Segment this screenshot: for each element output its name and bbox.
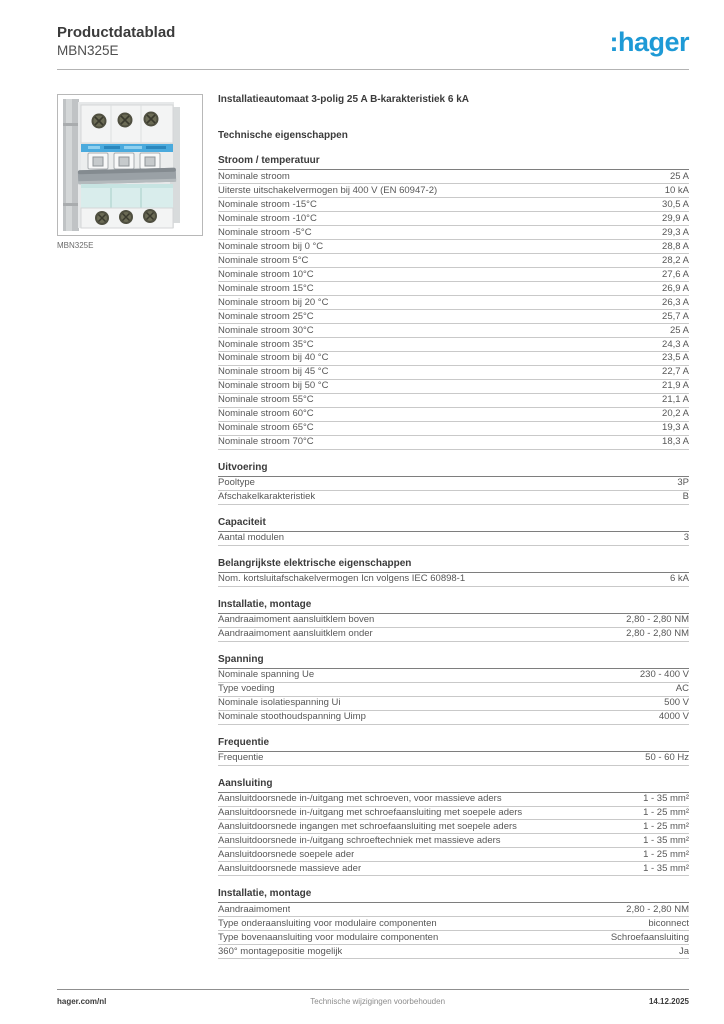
spec-section <box>218 155 689 450</box>
header-divider <box>57 69 689 70</box>
spec-value: 2,80 - 2,80 NM <box>626 628 689 640</box>
spec-label: Type onderaansluiting voor modulaire componenten <box>218 919 437 930</box>
spec-label: Afschakelkarakteristiek <box>218 492 316 503</box>
spec-label: Aansluitdoorsnede in-/uitgang schroeftechniek met massieve aders <box>218 836 501 847</box>
bottom-terminal-screws <box>95 209 157 225</box>
spec-row <box>218 945 689 959</box>
spec-label: Nom. kortsluitafschakelvermogen Icn volgens IEC 60898-1 <box>218 574 466 585</box>
spec-value: 23,5 A <box>662 352 689 364</box>
spec-value: 25,7 A <box>662 310 689 322</box>
product-image-column <box>57 94 218 959</box>
spec-row <box>218 338 689 352</box>
spec-label: Nominale stroom bij 50 °C <box>218 381 329 392</box>
spec-label: Aandraaimoment aansluitklem onder <box>218 629 373 640</box>
spec-label: 360° montagepositie mogelijk <box>218 947 343 958</box>
spec-label: Nominale stroom bij 45 °C <box>218 367 329 378</box>
product-photo-caption: MBN325E <box>57 241 94 250</box>
header <box>0 0 724 60</box>
spec-label: Nominale stroom 60°C <box>218 409 314 420</box>
spec-value: 27,6 A <box>662 268 689 280</box>
spec-value: 230 - 400 V <box>639 669 689 681</box>
spec-value: 18,3 A <box>662 436 689 448</box>
spec-sections <box>218 155 689 959</box>
section-rows <box>218 669 689 725</box>
spec-row <box>218 254 689 268</box>
spec-row <box>218 669 689 683</box>
footer-date: 14.12.2025 <box>648 997 689 1006</box>
footer-divider <box>57 989 689 990</box>
spec-value: 2,80 - 2,80 NM <box>626 904 689 916</box>
spec-value: 20,2 A <box>662 408 689 420</box>
footer-notice: Technische wijzigingen voorbehouden <box>310 997 446 1006</box>
spec-value: 28,8 A <box>662 240 689 252</box>
spec-row <box>218 422 689 436</box>
section-title: Frequentie <box>218 737 689 752</box>
spec-value: 28,2 A <box>662 254 689 266</box>
spec-section <box>218 888 689 959</box>
spec-section <box>218 558 689 587</box>
spec-label: Nominale stroom 55°C <box>218 395 314 406</box>
spec-value: 29,9 A <box>662 212 689 224</box>
spec-section <box>218 599 689 642</box>
product-title: Installatieautomaat 3-polig 25 A B-karakteristiek 6 kA <box>218 94 470 105</box>
spec-label: Nominale stroom 15°C <box>218 283 314 294</box>
section-rows <box>218 170 689 450</box>
spec-label: Nominale stroom <box>218 171 290 182</box>
spec-label: Nominale stoothoudspanning Uimp <box>218 712 366 723</box>
spec-label: Nominale spanning Ue <box>218 670 315 681</box>
spec-row <box>218 848 689 862</box>
spec-row <box>218 862 689 876</box>
spec-label: Aansluitdoorsnede ingangen met schroefaansluiting met soepele aders <box>218 822 517 833</box>
spec-value: B <box>682 491 689 503</box>
spec-value: 3 <box>683 532 689 544</box>
spec-label: Frequentie <box>218 753 264 764</box>
spec-row <box>218 436 689 450</box>
section-title: Stroom / temperatuur <box>218 155 689 170</box>
spec-row <box>218 282 689 296</box>
spec-section <box>218 778 689 877</box>
spec-label: Nominale stroom 65°C <box>218 423 314 434</box>
spec-row <box>218 752 689 766</box>
spec-value: 50 - 60 Hz <box>645 752 689 764</box>
section-rows <box>218 477 689 505</box>
spec-section <box>218 737 689 766</box>
doc-type-title: Productdatablad <box>57 24 176 41</box>
spec-label: Aansluitdoorsnede in-/uitgang met schroefaansluiting met soepele aders <box>218 808 523 819</box>
circuit-breaker-product-image <box>58 95 202 235</box>
section-title: Aansluiting <box>218 778 689 793</box>
spec-label: Nominale stroom 10°C <box>218 269 314 280</box>
spec-row <box>218 628 689 642</box>
spec-row <box>218 240 689 254</box>
spec-value: Ja <box>678 946 689 958</box>
spec-value: 25 A <box>669 324 689 336</box>
spec-value: 24,3 A <box>662 338 689 350</box>
section-rows <box>218 793 689 877</box>
spec-value: 26,9 A <box>662 282 689 294</box>
specs-heading: Technische eigenschappen <box>218 130 348 141</box>
spec-label: Nominale stroom 30°C <box>218 325 314 336</box>
spec-row <box>218 170 689 184</box>
section-title: Uitvoering <box>218 462 689 477</box>
spec-value: 1 - 25 mm² <box>643 849 689 861</box>
spec-row <box>218 683 689 697</box>
footer <box>57 989 689 1006</box>
spec-value: 21,1 A <box>662 394 689 406</box>
spec-row <box>218 268 689 282</box>
spec-row <box>218 212 689 226</box>
spec-value: 1 - 35 mm² <box>643 793 689 805</box>
spec-row <box>218 532 689 546</box>
section-rows <box>218 532 689 546</box>
section-title: Installatie, montage <box>218 599 689 614</box>
spec-value: 1 - 25 mm² <box>643 821 689 833</box>
spec-row <box>218 917 689 931</box>
spec-row <box>218 903 689 917</box>
spec-label: Type voeding <box>218 684 275 695</box>
spec-label: Nominale stroom bij 0 °C <box>218 241 324 252</box>
section-title: Capaciteit <box>218 517 689 532</box>
section-rows <box>218 903 689 959</box>
spec-value: 30,5 A <box>662 198 689 210</box>
spec-row <box>218 491 689 505</box>
toggle-switches <box>88 153 160 169</box>
spec-row <box>218 697 689 711</box>
spec-value: 21,9 A <box>662 380 689 392</box>
spec-row <box>218 394 689 408</box>
product-code: MBN325E <box>57 43 119 58</box>
spec-value: 3P <box>677 477 689 489</box>
spec-label: Nominale stroom 35°C <box>218 339 314 350</box>
section-title: Spanning <box>218 654 689 669</box>
spec-row <box>218 184 689 198</box>
spec-value: 2,80 - 2,80 NM <box>626 614 689 626</box>
spec-label: Type bovenaansluiting voor modulaire componenten <box>218 933 439 944</box>
spec-label: Nominale isolatiespanning Ui <box>218 698 341 709</box>
spec-row <box>218 931 689 945</box>
spec-row <box>218 198 689 212</box>
spec-row <box>218 807 689 821</box>
spec-value: biconnect <box>648 918 689 930</box>
spec-label: Nominale stroom 5°C <box>218 255 309 266</box>
header-titles <box>57 23 175 60</box>
spec-section <box>218 654 689 725</box>
spec-label: Nominale stroom -15°C <box>218 199 317 210</box>
spec-value: 22,7 A <box>662 366 689 378</box>
spec-row <box>218 226 689 240</box>
main-content <box>57 94 689 959</box>
spec-label: Aantal modulen <box>218 533 285 544</box>
spec-label: Aansluitdoorsnede soepele ader <box>218 850 355 861</box>
spec-label: Uiterste uitschakelvermogen bij 400 V (EN 60947-2) <box>218 185 438 196</box>
spec-label: Nominale stroom bij 20 °C <box>218 297 329 308</box>
section-rows <box>218 614 689 642</box>
product-photo-frame <box>57 94 203 236</box>
spec-section <box>218 462 689 505</box>
spec-value: 26,3 A <box>662 296 689 308</box>
spec-value: 29,3 A <box>662 226 689 238</box>
spec-value: 25 A <box>669 170 689 182</box>
section-rows <box>218 573 689 587</box>
spec-label: Nominale stroom 25°C <box>218 311 314 322</box>
spec-label: Aandraaimoment <box>218 905 291 916</box>
spec-value: 1 - 35 mm² <box>643 835 689 847</box>
spec-row <box>218 324 689 338</box>
spec-value: 10 kA <box>664 184 689 196</box>
top-terminal-screws <box>92 112 159 129</box>
spec-label: Aansluitdoorsnede massieve ader <box>218 864 362 875</box>
section-rows <box>218 752 689 766</box>
specs-column <box>218 94 689 959</box>
spec-value: 4000 V <box>658 711 689 723</box>
spec-label: Nominale stroom -5°C <box>218 227 312 238</box>
spec-row <box>218 573 689 587</box>
spec-row <box>218 711 689 725</box>
spec-row <box>218 380 689 394</box>
section-title: Belangrijkste elektrische eigenschappen <box>218 558 689 573</box>
spec-label: Nominale stroom -10°C <box>218 213 317 224</box>
spec-label: Aansluitdoorsnede in-/uitgang met schroeven, voor massieve aders <box>218 794 502 805</box>
spec-value: Schroefaansluiting <box>610 932 689 944</box>
spec-value: 1 - 25 mm² <box>643 807 689 819</box>
spec-value: 6 kA <box>669 573 689 585</box>
spec-row <box>218 366 689 380</box>
breaker-handle <box>78 168 176 185</box>
spec-label: Aandraaimoment aansluitklem boven <box>218 615 375 626</box>
spec-row <box>218 352 689 366</box>
spec-row <box>218 296 689 310</box>
spec-section <box>218 517 689 546</box>
spec-label: Nominale stroom bij 40 °C <box>218 353 329 364</box>
spec-label: Nominale stroom 70°C <box>218 437 314 448</box>
spec-row <box>218 834 689 848</box>
spec-label: Pooltype <box>218 478 255 489</box>
spec-row <box>218 820 689 834</box>
hager-logo: :hager <box>609 27 689 57</box>
spec-value: 19,3 A <box>662 422 689 434</box>
footer-site-link[interactable]: hager.com/nl <box>57 997 107 1006</box>
spec-row <box>218 793 689 807</box>
spec-row <box>218 408 689 422</box>
spec-value: AC <box>675 683 689 695</box>
spec-row <box>218 614 689 628</box>
spec-row <box>218 310 689 324</box>
spec-value: 1 - 35 mm² <box>643 863 689 875</box>
section-title: Installatie, montage <box>218 888 689 903</box>
spec-value: 500 V <box>664 697 689 709</box>
spec-row <box>218 477 689 491</box>
